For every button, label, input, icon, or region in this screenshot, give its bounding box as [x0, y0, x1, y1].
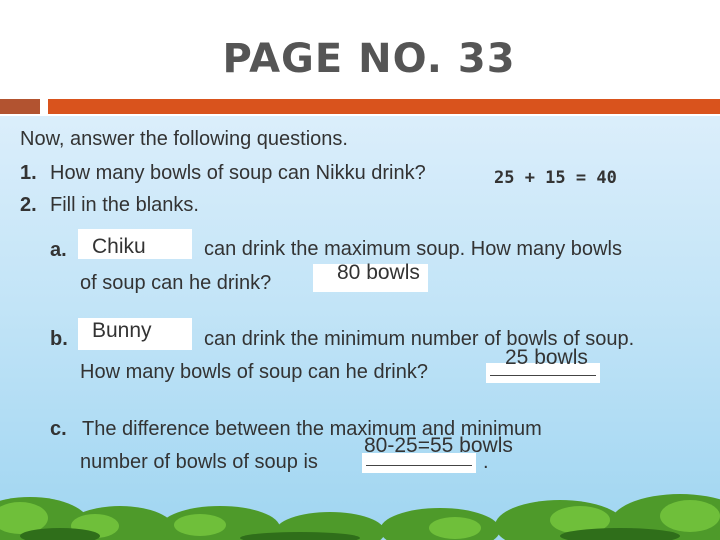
- question-2-number: 2.: [20, 194, 37, 216]
- part-a-answer: 80 bowls: [337, 261, 420, 284]
- part-b-letter: b.: [50, 328, 68, 350]
- question-1-answer: 25 + 15 = 40: [494, 168, 617, 188]
- part-a-text-2: of soup can he drink?: [80, 272, 272, 294]
- accent-gap: [40, 99, 48, 114]
- part-c-end: .: [483, 451, 489, 473]
- question-2-text: Fill in the blanks.: [50, 194, 199, 216]
- question-1-text: How many bowls of soup can Nikku drink?: [50, 162, 426, 184]
- part-c-letter: c.: [50, 418, 67, 440]
- part-b-answer: 25 bowls: [505, 346, 588, 369]
- part-b-text-2: How many bowls of soup can he drink?: [80, 361, 428, 383]
- part-a-text-1: can drink the maximum soup. How many bowls: [204, 238, 622, 260]
- bushes-illustration: [0, 470, 720, 540]
- accent-bar-right: [48, 99, 720, 114]
- worksheet-panel: [0, 116, 720, 540]
- question-1-number: 1.: [20, 162, 37, 184]
- intro-text: Now, answer the following questions.: [20, 128, 348, 150]
- part-c-answer: 80-25=55 bowls: [364, 434, 513, 457]
- page-title: PAGE NO. 33: [222, 36, 516, 82]
- part-c-text-1: The difference between the maximum and minimum: [82, 418, 542, 440]
- accent-bar-left: [0, 99, 40, 114]
- part-c-text-2: number of bowls of soup is: [80, 451, 318, 473]
- part-b-text-1: can drink the minimum number of bowls of soup.: [204, 328, 635, 350]
- part-a-letter: a.: [50, 239, 67, 261]
- part-a-filled: Chiku: [92, 235, 146, 258]
- part-b-filled: Bunny: [92, 319, 152, 342]
